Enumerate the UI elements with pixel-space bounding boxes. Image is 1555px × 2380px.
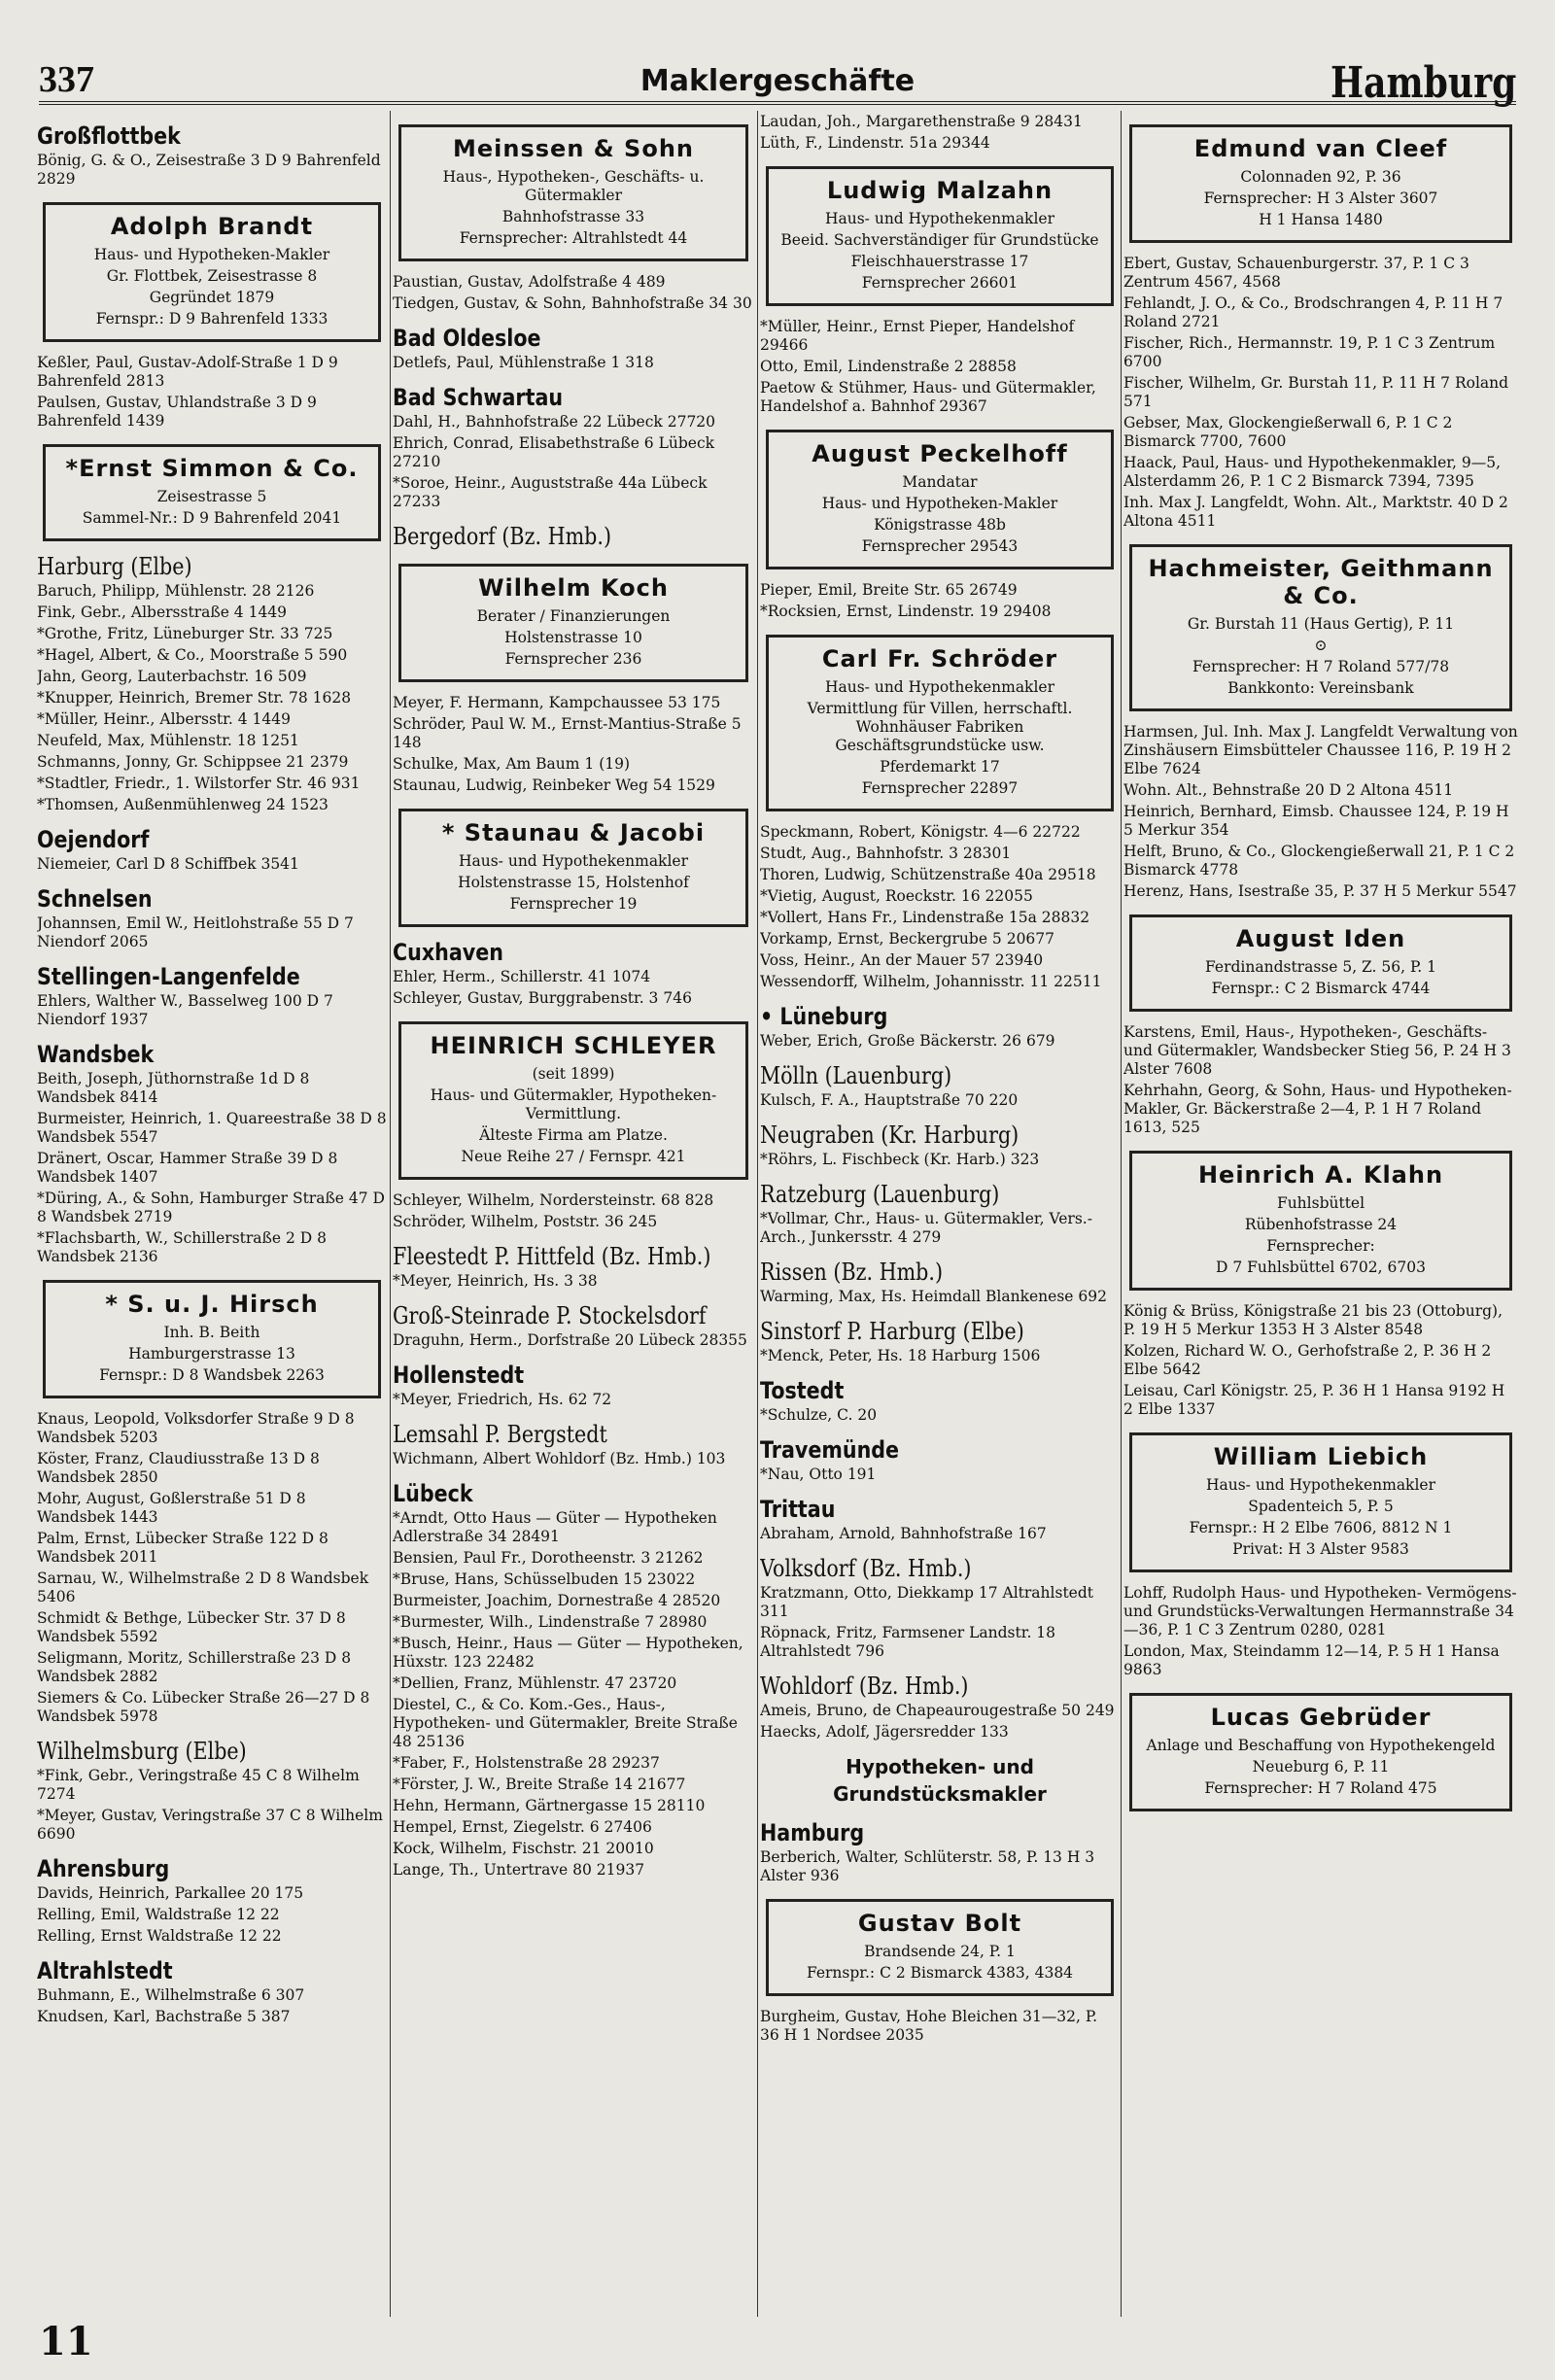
advert-box (766, 635, 1114, 811)
listing-entry: Bönig, G. & O., Zeisestraße 3 D 9 Bahrenfeld 2829 (37, 152, 381, 188)
column-4 (1123, 111, 1518, 2317)
advert-title: Heinrich A. Klahn (1197, 1161, 1444, 1189)
listing-entry: Palm, Ernst, Lübecker Straße 122 D 8 Wandsbek 2011 (37, 1530, 328, 1566)
listing-entry: *Flachsbarth, W., Schillerstraße 2 D 8 Wandsbek 2136 (37, 1229, 327, 1265)
advert-line: Neue Reihe 27 / Fernspr. 421 (461, 1148, 686, 1165)
listing-entry: Schulke, Max, Am Baum 1 (19) (393, 755, 631, 773)
listing-entry: *Knupper, Heinrich, Bremer Str. 78 1628 (37, 689, 352, 707)
locality-heading: Bad Oldesloe (393, 325, 541, 352)
advert-box (766, 430, 1114, 569)
listing-entry: Lohff, Rudolph Haus- und Hypotheken- Vermögens- und Grundstücks-Verwaltungen Hermannstraße 34—36, P. 1 C 3 Zentrum 0280, 0281 (1123, 1584, 1517, 1638)
listing-entry: Diestel, C., & Co. Kom.-Ges., Haus-, Hypotheken- und Gütermakler, Breite Straße 48 25136 (393, 1696, 738, 1750)
listing-entry: London, Max, Steindamm 12—14, P. 5 H 1 Hansa 9863 (1123, 1642, 1500, 1678)
listing-entry: *Düring, A., & Sohn, Hamburger Straße 47 D 8 Wandsbek 2719 (37, 1190, 385, 1225)
listing-entry: *Vollmar, Chr., Haus- u. Gütermakler, Vers.-Arch., Junkersstr. 4 279 (760, 1210, 1092, 1246)
listing-entry: Speckmann, Robert, Königstr. 4—6 22722 (760, 823, 1081, 841)
advert-line: Fernsprecher 29543 (861, 537, 1019, 555)
listing-entry: *Müller, Heinr., Ernst Pieper, Handelshof 29466 (760, 318, 1075, 354)
advert-line: Holstenstrasse 15, Holstenhof (458, 874, 689, 891)
listing-entry: Burmeister, Joachim, Dornestraße 4 28520 (393, 1592, 721, 1609)
listing-entry: Lüth, F., Lindenstr. 51a 29344 (760, 134, 990, 152)
listing-entry: Knaus, Leopold, Volksdorfer Straße 9 D 8 Wandsbek 5203 (37, 1410, 355, 1446)
locality-heading: Ahrensburg (37, 1855, 170, 1882)
listing-entry: *Schulze, C. 20 (760, 1406, 878, 1424)
listing-entry: *Bruse, Hans, Schüsselbuden 15 23022 (393, 1570, 696, 1588)
listing-entry: *Vietig, August, Roeckstr. 16 22055 (760, 887, 1033, 905)
listing-entry: Wessendorff, Wilhelm, Johannisstr. 11 22511 (760, 973, 1102, 990)
advert-box (43, 1280, 381, 1398)
listing-entry: Staunau, Ludwig, Reinbeker Weg 54 1529 (393, 776, 715, 794)
listing-entry: Draguhn, Herm., Dorfstraße 20 Lübeck 28355 (393, 1331, 747, 1349)
advert-line: Vermittlung für Villen, herrschaftl. Wohnhäuser Fabriken Geschäftsgrundstücke usw. (807, 700, 1073, 754)
listing-entry: Seligmann, Moritz, Schillerstraße 23 D 8 Wandsbek 2882 (37, 1649, 352, 1685)
advert-title: Ludwig Malzahn (826, 177, 1054, 204)
listing-entry: *Müller, Heinr., Albersstr. 4 1449 (37, 710, 291, 728)
advert-line: Haus-, Hypotheken-, Geschäfts- u. Gütermakler (442, 168, 705, 204)
locality-heading: Wilhelmsburg (Elbe) (37, 1738, 247, 1765)
locality-heading: Lübeck (393, 1480, 473, 1507)
listing-entry: Fehlandt, J. O., & Co., Brodschrangen 4, P. 11 H 7 Roland 2721 (1123, 294, 1503, 330)
advert-line: Brandsende 24, P. 1 (864, 1943, 1016, 1960)
listing-entry: Johannsen, Emil W., Heitlohstraße 55 D 7 Niendorf 2065 (37, 914, 354, 950)
advert-line: Fernsprecher 236 (504, 650, 642, 668)
advert-line: Gr. Burstah 11 (Haus Gertig), P. 11 (1187, 615, 1455, 633)
listing-entry: Röpnack, Fritz, Farmsener Landstr. 18 Altrahlstedt 796 (760, 1624, 1056, 1660)
listing-entry: Thoren, Ludwig, Schützenstraße 40a 29518 (760, 866, 1096, 883)
advert-box (1129, 1432, 1512, 1572)
listing-entry: Schmidt & Bethge, Lübecker Str. 37 D 8 Wandsbek 5592 (37, 1609, 346, 1645)
advert-title: August Peckelhoff (812, 440, 1068, 467)
listing-entry: *Hagel, Albert, & Co., Moorstraße 5 590 (37, 646, 348, 664)
advert-box (1129, 1693, 1512, 1811)
advert-line: Gr. Flottbek, Zeisestrasse 8 (106, 267, 318, 285)
advert-line: Königstrasse 48b (874, 516, 1006, 534)
advert-line: Fernsprecher 22897 (861, 779, 1019, 797)
listing-entry: *Stadtler, Friedr., 1. Wilstorfer Str. 46 931 (37, 775, 361, 792)
advert-line: Haus- und Hypothekenmakler (1205, 1476, 1435, 1494)
locality-heading: Travemünde (760, 1436, 900, 1464)
listing-entry: Niemeier, Carl D 8 Schiffbek 3541 (37, 855, 299, 873)
advert-line: Fernsprecher: H 7 Roland 577/78 (1192, 658, 1450, 675)
advert-line: Rübenhofstrasse 24 (1244, 1216, 1398, 1233)
locality-heading: Wohldorf (Bz. Hmb.) (760, 1673, 969, 1700)
header-rule (39, 101, 1516, 105)
advert-line: Fernspr.: C 2 Bismarck 4744 (1211, 980, 1431, 997)
locality-heading: Cuxhaven (393, 939, 503, 966)
listing-entry: Herenz, Hans, Isestraße 35, P. 37 H 5 Merkur 5547 (1123, 882, 1517, 900)
listing-entry: Siemers & Co. Lübecker Straße 26—27 D 8 Wandsbek 5978 (37, 1689, 370, 1725)
page-header (39, 58, 1516, 108)
advert-box (1129, 544, 1512, 711)
listing-entry: Abraham, Arnold, Bahnhofstraße 167 (760, 1525, 1047, 1542)
listing-entry: Gebser, Max, Glockengießerwall 6, P. 1 C 2 Bismarck 7700, 7600 (1123, 414, 1453, 450)
listing-entry: *Nau, Otto 191 (760, 1466, 877, 1483)
listing-entry: Sarnau, W., Wilhelmstraße 2 D 8 Wandsbek 5406 (37, 1569, 369, 1605)
locality-heading: Lemsahl P. Bergstedt (393, 1421, 607, 1448)
listing-entry: *Arndt, Otto Haus — Güter — Hypotheken Adlerstraße 34 28491 (393, 1509, 717, 1545)
locality-heading: Rissen (Bz. Hmb.) (760, 1259, 944, 1286)
advert-line: Fernsprecher: H 3 Alster 3607 (1203, 190, 1438, 207)
listing-entry: *Röhrs, L. Fischbeck (Kr. Harb.) 323 (760, 1151, 1040, 1168)
listing-entry: Knudsen, Karl, Bachstraße 5 387 (37, 2008, 291, 2025)
locality-heading: Hamburg (760, 1819, 865, 1846)
listing-entry: Ehrich, Conrad, Elisabethstraße 6 Lübeck 27210 (393, 434, 715, 470)
locality-heading: Wandsbek (37, 1041, 155, 1068)
advert-line: Gegründet 1879 (149, 289, 275, 306)
column-divider (1121, 111, 1122, 2317)
listing-entry: Paustian, Gustav, Adolfstraße 4 489 (393, 273, 666, 291)
advert-box (398, 1021, 748, 1180)
advert-box (398, 564, 748, 682)
locality-heading: Harburg (Elbe) (37, 553, 192, 580)
listing-entry: *Menck, Peter, Hs. 18 Harburg 1506 (760, 1347, 1041, 1364)
listing-entry: Studt, Aug., Bahnhofstr. 3 28301 (760, 845, 1012, 862)
listing-entry: Pieper, Emil, Breite Str. 65 26749 (760, 581, 1018, 599)
listing-entry: Wohn. Alt., Behnstraße 20 D 2 Altona 4511 (1123, 781, 1454, 799)
locality-heading: Oejendorf (37, 826, 150, 853)
advert-line: Fleischhauerstrasse 17 (850, 253, 1029, 270)
listing-entry: Harmsen, Jul. Inh. Max J. Langfeldt Verwaltung von Zinshäusern Eimsbütteler Chaussee 116, P. 19 H 2 Elbe 7624 (1123, 723, 1518, 777)
listing-entry: Haack, Paul, Haus- und Hypothekenmakler, 9—5, Alsterdamm 26, P. 1 C 2 Bismarck 7394, 7395 (1123, 454, 1501, 490)
locality-heading: Volksdorf (Bz. Hmb.) (760, 1555, 972, 1582)
listing-entry: Bensien, Paul Fr., Dorotheenstr. 3 21262 (393, 1549, 704, 1567)
listing-entry: Fink, Gebr., Albersstraße 4 1449 (37, 604, 288, 621)
listing-entry: Paetow & Stühmer, Haus- und Gütermakler, Handelshof a. Bahnhof 29367 (760, 379, 1096, 415)
listing-entry: Baruch, Philipp, Mühlenstr. 28 2126 (37, 582, 315, 600)
advert-line: (seit 1899) (532, 1065, 615, 1083)
listing-entry: Beith, Joseph, Jüthornstraße 1d D 8 Wandsbek 8414 (37, 1070, 310, 1106)
locality-heading: Tostedt (760, 1377, 845, 1404)
listing-entry: Kehrhahn, Georg, & Sohn, Haus- und Hypotheken-Makler, Gr. Bäckerstraße 2—4, P. 1 H 7 Roland 1613, 525 (1123, 1082, 1512, 1136)
listing-entry: *Soroe, Heinr., Auguststraße 44a Lübeck 27233 (393, 474, 708, 510)
listing-entry: Detlefs, Paul, Mühlenstraße 1 318 (393, 354, 654, 371)
advert-line: Haus- und Hypotheken-Makler (821, 495, 1058, 512)
city-title: Hamburg (1330, 58, 1516, 108)
listing-entry: Neufeld, Max, Mühlenstr. 18 1251 (37, 732, 299, 749)
advert-title: Meinssen & Sohn (453, 135, 694, 162)
listing-entry: Köster, Franz, Claudiusstraße 13 D 8 Wandsbek 2850 (37, 1450, 320, 1486)
listing-entry: Relling, Emil, Waldstraße 12 22 (37, 1906, 280, 1923)
listing-entry: Kock, Wilhelm, Fischstr. 21 20010 (393, 1840, 654, 1857)
advert-box (1129, 1151, 1512, 1291)
listing-entry: Schleyer, Wilhelm, Nordersteinstr. 68 828 (393, 1191, 714, 1209)
listing-entry: Paulsen, Gustav, Uhlandstraße 3 D 9 Bahrenfeld 1439 (37, 394, 317, 430)
advert-line: Privat: H 3 Alster 9583 (1232, 1540, 1409, 1558)
advert-line: Haus- und Hypothekenmakler (824, 678, 1054, 696)
advert-line: Fernspr.: H 2 Elbe 7606, 8812 N 1 (1189, 1519, 1453, 1536)
page-number: 337 (39, 59, 94, 100)
listing-entry: Buhmann, E., Wilhelmstraße 6 307 (37, 1986, 305, 2004)
advert-line: Haus- und Hypothekenmakler (458, 852, 688, 870)
listing-entry: Haecks, Adolf, Jägersredder 133 (760, 1723, 1009, 1741)
locality-heading: Sinstorf P. Harburg (Elbe) (760, 1318, 1024, 1345)
locality-heading: Stellingen-Langenfelde (37, 963, 300, 990)
listing-entry: *Burmester, Wilh., Lindenstraße 7 28980 (393, 1613, 708, 1631)
listing-entry: Voss, Heinr., An der Mauer 57 23940 (760, 951, 1044, 969)
locality-heading: Fleestedt P. Hittfeld (Bz. Hmb.) (393, 1243, 711, 1270)
sheet-number: 11 (39, 2319, 93, 2364)
listing-entry: Burgheim, Gustav, Hohe Bleichen 31—32, P. 36 H 1 Nordsee 2035 (760, 2008, 1098, 2044)
listing-entry: Fischer, Rich., Hermannstr. 19, P. 1 C 3 Zentrum 6700 (1123, 334, 1496, 370)
advert-line: Neueburg 6, P. 11 (1252, 1758, 1390, 1776)
locality-heading: Bergedorf (Bz. Hmb.) (393, 523, 611, 550)
listing-entry: *Meyer, Gustav, Veringstraße 37 C 8 Wilhelm 6690 (37, 1807, 383, 1843)
advert-box (766, 1899, 1114, 1996)
advert-title: Gustav Bolt (857, 1910, 1022, 1937)
advert-line: Anlage und Beschaffung von Hypothekengeld (1146, 1737, 1496, 1754)
advert-line: Bankkonto: Vereinsbank (1227, 679, 1414, 697)
listing-entry: Kulsch, F. A., Hauptstraße 70 220 (760, 1091, 1019, 1109)
advert-title: *Ernst Simmon & Co. (65, 455, 359, 482)
advert-line: Berater / Finanzierungen (476, 607, 671, 625)
advert-line: Spadenteich 5, P. 5 (1248, 1498, 1394, 1515)
listing-entry: Ebert, Gustav, Schauenburgerstr. 37, P. 1 C 3 Zentrum 4567, 4568 (1123, 255, 1469, 291)
advert-line: Sammel-Nr.: D 9 Bahrenfeld 2041 (82, 509, 342, 527)
listing-entry: Hehn, Hermann, Gärtnergasse 15 28110 (393, 1797, 706, 1814)
listing-entry: Karstens, Emil, Haus-, Hypotheken-, Geschäfts- und Gütermakler, Wandsbecker Stieg 56, P. 24 H 3 Alster 7608 (1123, 1023, 1511, 1078)
listing-entry: Warming, Max, Hs. Heimdall Blankenese 692 (760, 1288, 1107, 1305)
locality-heading: Ratzeburg (Lauenburg) (760, 1181, 1000, 1208)
locality-heading: Hypotheken- und Grundstücksmakler (833, 1755, 1047, 1806)
listing-entry: *Meyer, Heinrich, Hs. 3 38 (393, 1272, 598, 1290)
listing-entry: *Rocksien, Ernst, Lindenstr. 19 29408 (760, 603, 1052, 620)
advert-line: Fernsprecher: Altrahlstedt 44 (459, 229, 688, 247)
listing-entry: Hempel, Ernst, Ziegelstr. 6 27406 (393, 1818, 652, 1836)
listing-entry: *Meyer, Friedrich, Hs. 62 72 (393, 1391, 612, 1408)
advert-title: Lucas Gebrüder (1210, 1704, 1432, 1731)
advert-line: Haus- und Hypotheken-Makler (93, 246, 330, 263)
advert-box (766, 166, 1114, 306)
listing-entry: *Förster, J. W., Breite Straße 14 21677 (393, 1776, 686, 1793)
advert-line: Inh. B. Beith (163, 1324, 260, 1341)
listing-entry: Burmeister, Heinrich, 1. Quareestraße 38 D 8 Wandsbek 5547 (37, 1110, 387, 1146)
listing-entry: Ameis, Bruno, de Chapeaurougestraße 50 249 (760, 1702, 1115, 1719)
advert-line: Fernsprecher 26601 (861, 274, 1019, 292)
column-2 (393, 111, 754, 2317)
listing-entry: Keßler, Paul, Gustav-Adolf-Straße 1 D 9 Bahrenfeld 2813 (37, 354, 338, 390)
listing-entry: Lange, Th., Untertrave 80 21937 (393, 1861, 645, 1879)
advert-line: Fernsprecher: (1266, 1237, 1375, 1255)
listing-entry: Schröder, Paul W. M., Ernst-Mantius-Straße 5 148 (393, 715, 742, 751)
listing-entry: Berberich, Walter, Schlüterstr. 58, P. 13 H 3 Alster 936 (760, 1848, 1095, 1884)
advert-title: Wilhelm Koch (478, 574, 669, 602)
advert-box (398, 809, 748, 927)
advert-title: August Iden (1235, 925, 1406, 952)
locality-heading: Neugraben (Kr. Harburg) (760, 1121, 1019, 1149)
locality-heading: Großflottbek (37, 122, 181, 150)
listing-entry: Heinrich, Bernhard, Eimsb. Chaussee 124, P. 19 H 5 Merkur 354 (1123, 803, 1509, 839)
locality-heading: Hollenstedt (393, 1362, 525, 1389)
advert-line: D 7 Fuhlsbüttel 6702, 6703 (1216, 1259, 1426, 1276)
advert-line: Mandatar (902, 473, 978, 491)
advert-box (398, 124, 748, 261)
listing-entry: Vorkamp, Ernst, Beckergrube 5 20677 (760, 930, 1055, 948)
listing-entry: Wichmann, Albert Wohldorf (Bz. Hmb.) 103 (393, 1450, 726, 1467)
advert-line: Fernspr.: D 9 Bahrenfeld 1333 (95, 310, 328, 328)
listing-entry: Inh. Max J. Langfeldt, Wohn. Alt., Marktstr. 40 D 2 Altona 4511 (1123, 494, 1508, 530)
locality-heading: Trittau (760, 1496, 836, 1523)
listing-entry: *Fink, Gebr., Veringstraße 45 C 8 Wilhelm 7274 (37, 1767, 360, 1803)
listing-entry: *Faber, F., Holstenstraße 28 29237 (393, 1754, 660, 1772)
listing-entry: Otto, Emil, Lindenstraße 2 28858 (760, 358, 1017, 375)
advert-box (1129, 124, 1512, 243)
advert-line: Fuhlsbüttel (1276, 1194, 1365, 1212)
listing-entry: Relling, Ernst Waldstraße 12 22 (37, 1927, 282, 1945)
advert-line: ⊙ (1314, 637, 1328, 654)
locality-heading: Bad Schwartau (393, 384, 564, 411)
listing-entry: Weber, Erich, Große Bäckerstr. 26 679 (760, 1032, 1055, 1050)
advert-line: Fernspr.: D 8 Wandsbek 2263 (99, 1366, 325, 1384)
advert-title: * Staunau & Jacobi (441, 819, 706, 846)
locality-heading: Altrahlstedt (37, 1957, 173, 1984)
advert-title: * S. u. J. Hirsch (105, 1291, 319, 1318)
advert-line: Haus- und Hypothekenmakler (824, 210, 1054, 227)
listing-entry: *Dellien, Franz, Mühlenstr. 47 23720 (393, 1674, 677, 1692)
listing-entry: Kratzmann, Otto, Diekkamp 17 Altrahlstedt 311 (760, 1584, 1093, 1620)
advert-box (1129, 914, 1512, 1012)
advert-title: Adolph Brandt (110, 213, 314, 240)
locality-heading: • Lüneburg (760, 1003, 888, 1030)
listing-entry: *Grothe, Fritz, Lüneburger Str. 33 725 (37, 625, 333, 642)
locality-heading: Groß-Steinrade P. Stockelsdorf (393, 1302, 707, 1329)
advert-line: Fernsprecher: H 7 Roland 475 (1204, 1779, 1437, 1797)
locality-heading: Mölln (Lauenburg) (760, 1062, 952, 1089)
listing-entry: Dahl, H., Bahnhofstraße 22 Lübeck 27720 (393, 413, 716, 431)
listing-entry: Davids, Heinrich, Parkallee 20 175 (37, 1884, 304, 1902)
listing-entry: Helft, Bruno, & Co., Glockengießerwall 21, P. 1 C 2 Bismarck 4778 (1123, 843, 1515, 879)
advert-line: Colonnaden 92, P. 36 (1240, 168, 1401, 186)
advert-line: Hamburgerstrasse 13 (128, 1345, 295, 1362)
advert-line: Haus- und Gütermakler, Hypotheken-Vermittlung. (430, 1087, 717, 1122)
advert-line: Älteste Firma am Platze. (479, 1126, 668, 1144)
advert-line: Beeid. Sachverständiger für Grundstücke (780, 231, 1099, 249)
advert-line: Holstenstrasse 10 (504, 629, 642, 646)
listing-entry: Dränert, Oscar, Hammer Straße 39 D 8 Wandsbek 1407 (37, 1150, 338, 1186)
listing-entry: *Vollert, Hans Fr., Lindenstraße 15a 28832 (760, 909, 1090, 926)
advert-line: Bahnhofstrasse 33 (501, 208, 645, 225)
listing-entry: Kolzen, Richard W. O., Gerhofstraße 2, P. 36 H 2 Elbe 5642 (1123, 1342, 1492, 1378)
listing-entry: Mohr, August, Goßlerstraße 51 D 8 Wandsbek 1443 (37, 1490, 306, 1526)
advert-title: Edmund van Cleef (1193, 135, 1448, 162)
advert-box (43, 444, 381, 541)
advert-title: Hachmeister, Geithmann & Co. (1148, 555, 1494, 609)
listing-entry: Tiedgen, Gustav, & Sohn, Bahnhofstraße 34 30 (393, 294, 752, 312)
advert-line: H 1 Hansa 1480 (1259, 211, 1383, 228)
column-3 (760, 111, 1120, 2317)
listing-entry: Fischer, Wilhelm, Gr. Burstah 11, P. 11 H 7 Roland 571 (1123, 374, 1509, 410)
advert-line: Fernspr.: C 2 Bismarck 4383, 4384 (806, 1964, 1074, 1982)
advert-line: Ferdinandstrasse 5, Z. 56, P. 1 (1205, 958, 1436, 976)
listing-entry: König & Brüss, Königstraße 21 bis 23 (Ottoburg), P. 19 H 5 Merkur 1353 H 3 Alster 8548 (1123, 1302, 1503, 1338)
listing-entry: Schröder, Wilhelm, Poststr. 36 245 (393, 1213, 658, 1230)
listing-entry: Meyer, F. Hermann, Kampchaussee 53 175 (393, 694, 721, 711)
advert-line: Pferdemarkt 17 (880, 758, 1000, 776)
advert-title: William Liebich (1213, 1443, 1429, 1470)
listing-entry: Ehler, Herm., Schillerstr. 41 1074 (393, 968, 651, 985)
column-divider (390, 111, 391, 2317)
listing-entry: Laudan, Joh., Margarethenstraße 9 28431 (760, 113, 1083, 130)
advert-box (43, 202, 381, 342)
listing-entry: Leisau, Carl Königstr. 25, P. 36 H 1 Hansa 9192 H 2 Elbe 1337 (1123, 1382, 1505, 1418)
listing-entry: Schleyer, Gustav, Burggrabenstr. 3 746 (393, 989, 692, 1007)
column-divider (757, 111, 758, 2317)
advert-line: Fernsprecher 19 (509, 895, 638, 913)
advert-line: Zeisestrasse 5 (156, 488, 267, 505)
listing-entry: *Busch, Heinr., Haus — Güter — Hypotheken, Hüxstr. 123 22482 (393, 1635, 743, 1671)
listing-entry: Schmanns, Jonny, Gr. Schippsee 21 2379 (37, 753, 349, 771)
listing-entry: Jahn, Georg, Lauterbachstr. 16 509 (37, 668, 307, 685)
advert-title: Carl Fr. Schröder (821, 645, 1058, 673)
column-1 (37, 111, 387, 2317)
locality-heading: Schnelsen (37, 885, 153, 913)
listing-entry: *Thomsen, Außenmühlenweg 24 1523 (37, 796, 328, 813)
listing-entry: Ehlers, Walther W., Basselweg 100 D 7 Niendorf 1937 (37, 992, 333, 1028)
advert-title: HEINRICH SCHLEYER (430, 1032, 717, 1059)
section-title: Maklergeschäfte (639, 64, 916, 98)
